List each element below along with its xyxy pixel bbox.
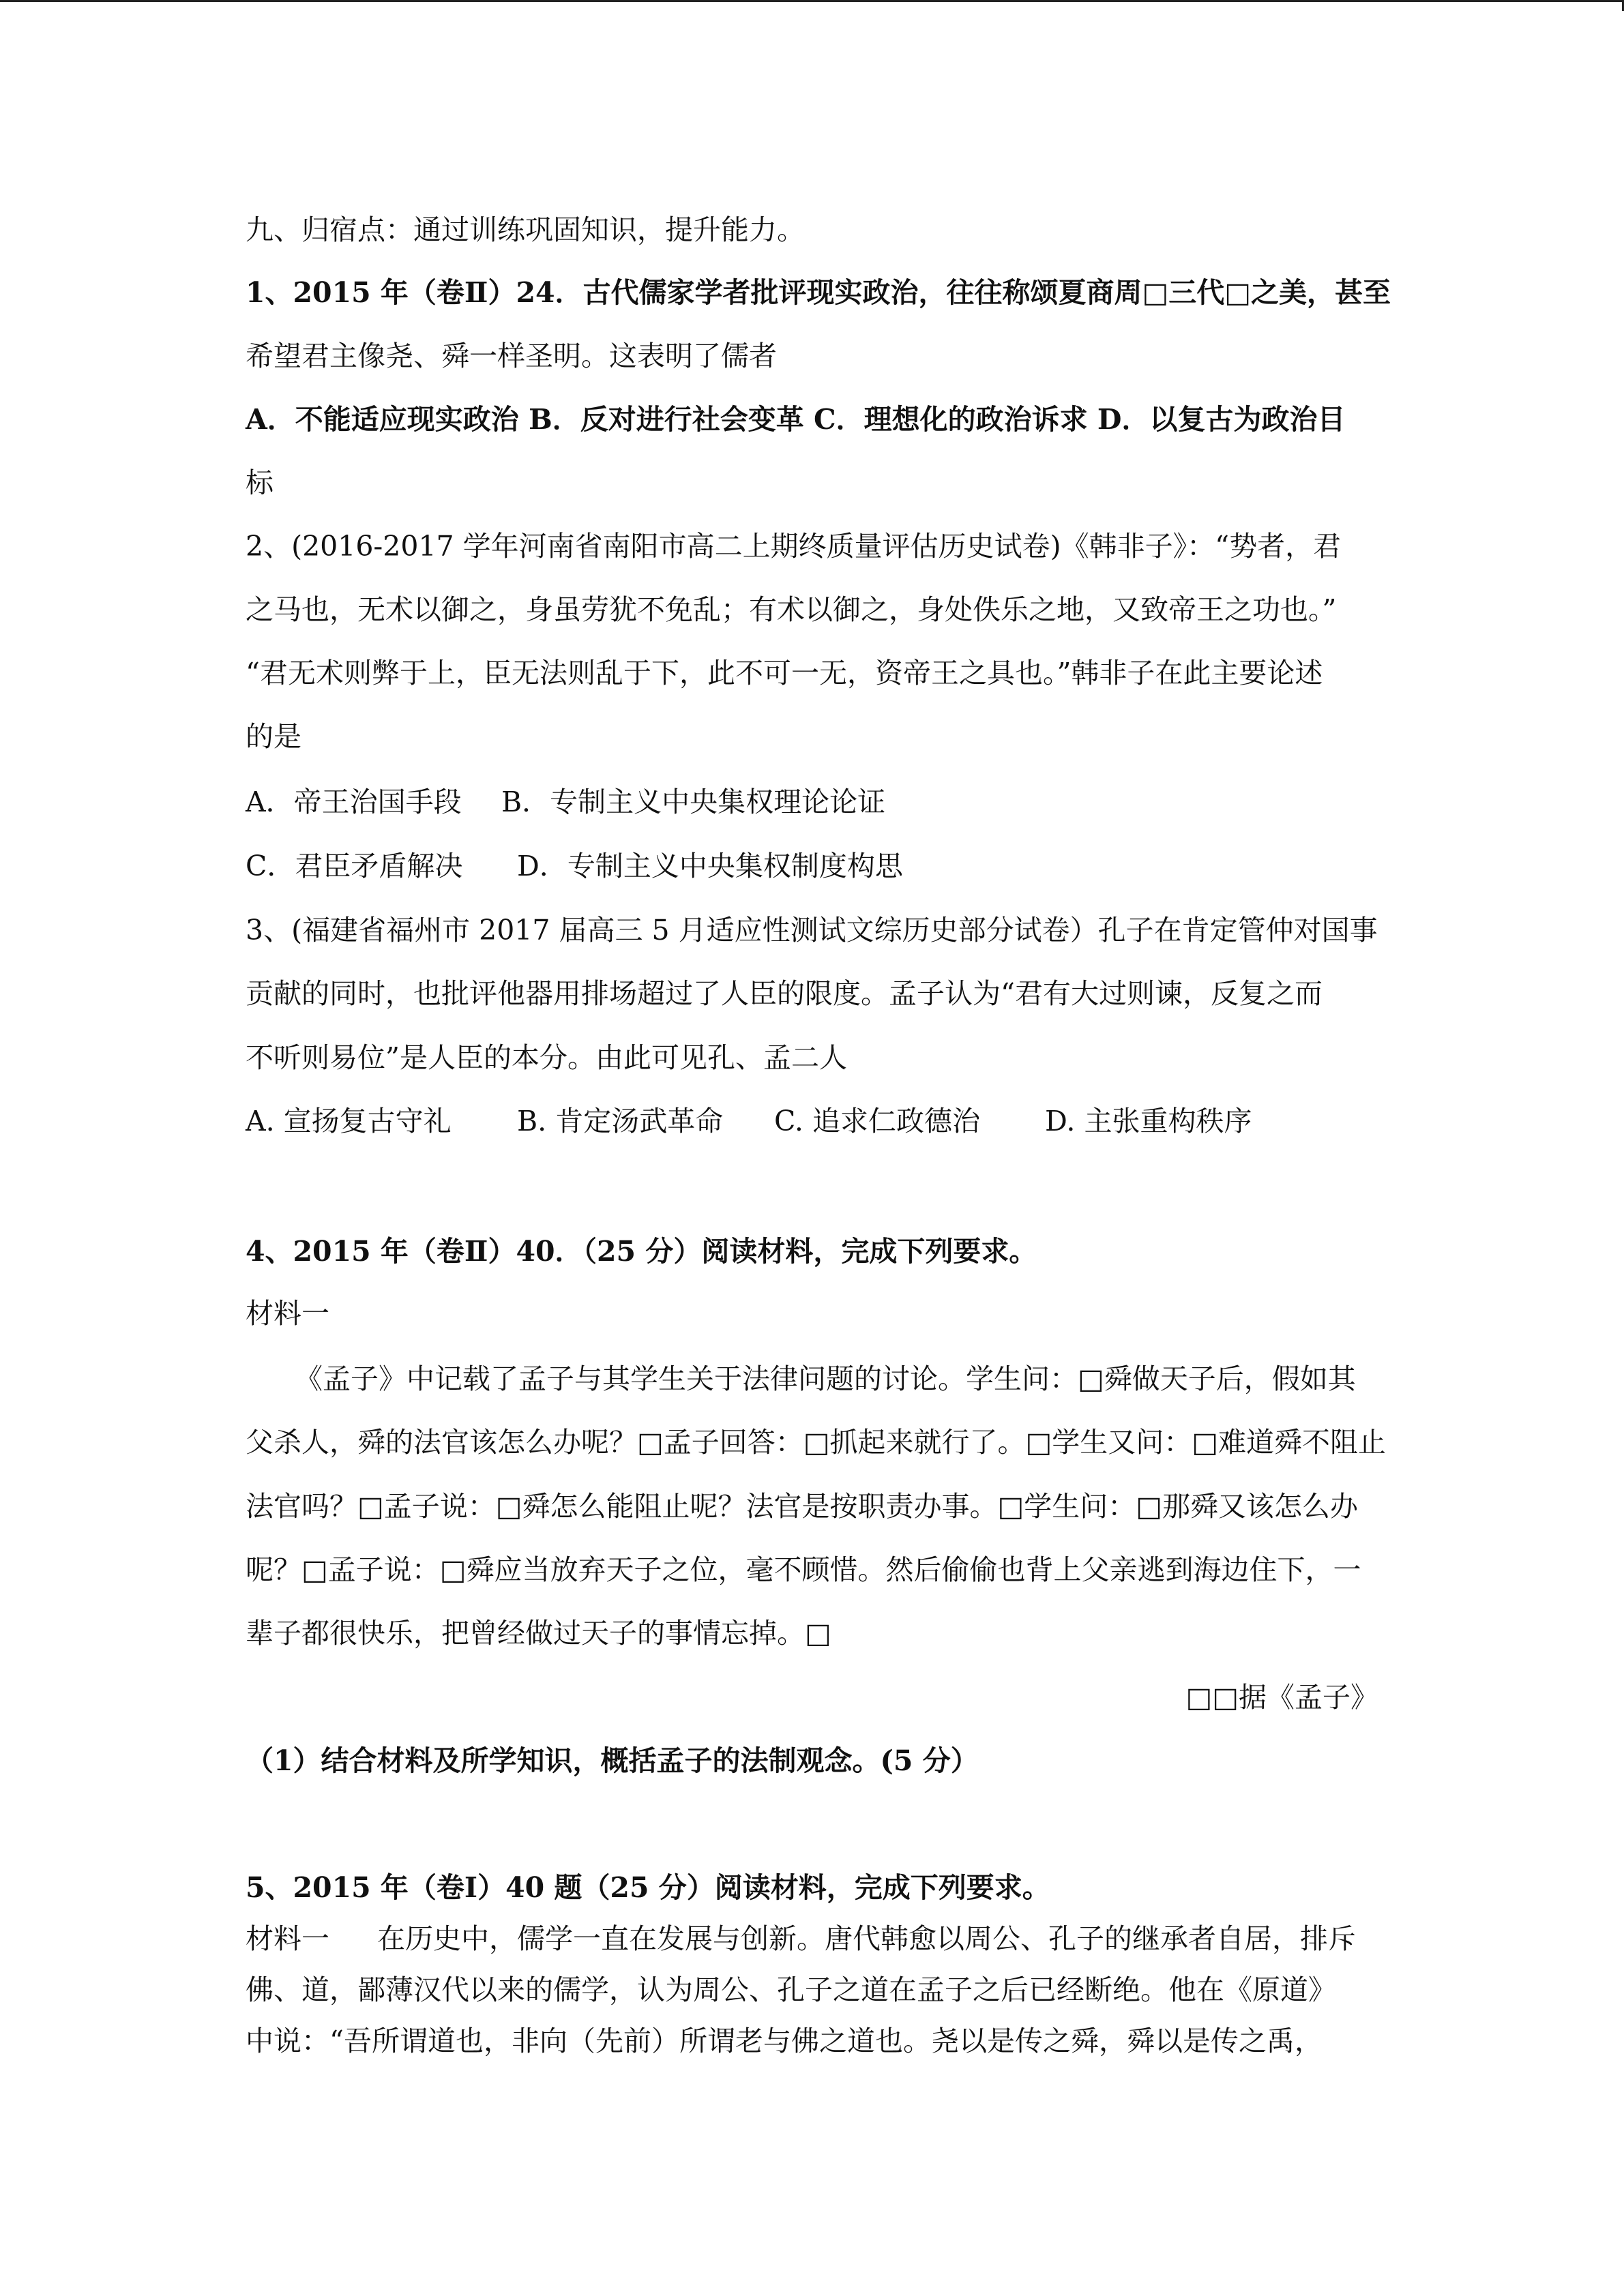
q3-option-b: B. 肯定汤武革命 [517, 1105, 724, 1137]
q4-material-line-5: 辈子都很快乐，把曾经做过天子的事情忘掉。□ [246, 1617, 831, 1650]
q3-stem-line-1: 3、(福建省福州市 2017 届高三 5 月适应性测试文综历史部分试卷）孔子在肯定管仲对国事 [246, 914, 1378, 946]
top-border-line [0, 0, 1624, 2]
q4-material-line-2: 父杀人，舜的法官该怎么办呢？□孟子回答：□抓起来就行了。□学生又问：□难道舜不阻止 [246, 1426, 1386, 1459]
q4-material-line-3: 法官吗？□孟子说：□舜怎么能阻止呢？法官是按职责办事。□学生问：□那舜又该怎么办 [246, 1490, 1358, 1523]
q1-options-line-2: 标 [246, 466, 274, 499]
q2-stem-line-1: 2、(2016-2017 学年河南省南阳市高二上期终质量评估历史试卷)《韩非子》：“势者，君 [246, 530, 1342, 563]
q3-option-a: A. 宣扬复古守礼 [246, 1105, 452, 1137]
q3-stem-line-2: 贡献的同时，也批评他器用排场超过了人臣的限度。孟子认为“君有大过则谏，反复之而 [246, 977, 1323, 1010]
q1-stem-line-2: 希望君主像尧、舜一样圣明。这表明了儒者 [246, 340, 777, 372]
q4-sub-question-1: （1）结合材料及所学知识，概括孟子的法制观念。(5 分） [246, 1744, 979, 1777]
q2-option-d: D．专制主义中央集权制度构思 [517, 850, 903, 882]
q4-source: □□据《孟子》 [1185, 1681, 1378, 1714]
q3-option-c: C. 追求仁政德治 [774, 1105, 980, 1137]
q5-material-line-2: 佛、道，鄙薄汉代以来的儒学，认为周公、孔子之道在孟子之后已经断绝。他在《原道》 [246, 1973, 1336, 2006]
q4-material-line-1: 《孟子》中记载了孟子与其学生关于法律问题的讨论。学生问：□舜做天子后，假如其 [295, 1362, 1356, 1395]
q5-stem-line-1: 5、2015 年（卷Ⅰ）40 题（25 分）阅读材料，完成下列要求。 [246, 1871, 1050, 1904]
q2-option-a: A．帝王治国手段 [246, 786, 462, 818]
q1-stem-line-1: 1、2015 年（卷Ⅱ）24．古代儒家学者批评现实政治，往往称颂夏商周□三代□之美，甚至 [246, 276, 1391, 309]
q2-stem-line-2: 之马也，无术以御之，身虽劳犹不免乱；有术以御之，身处佚乐之地，又致帝王之功也。” [246, 593, 1337, 626]
q5-material-line-1: 在历史中，儒学一直在发展与创新。唐代韩愈以周公、孔子的继承者自居，排斥 [377, 1922, 1356, 1955]
q2-option-b: B．专制主义中央集权理论论证 [501, 786, 886, 818]
q4-material-line-4: 呢？□孟子说：□舜应当放弃天子之位，毫不顾惜。然后偷偷也背上父亲逃到海边住下，一 [246, 1553, 1361, 1586]
q5-material-label: 材料一 [246, 1922, 329, 1955]
q3-stem-line-3: 不听则易位”是人臣的本分。由此可见孔、孟二人 [246, 1041, 847, 1074]
q2-stem-line-4: 的是 [246, 720, 301, 753]
q4-material-label: 材料一 [246, 1297, 329, 1330]
q2-stem-line-3: “君无术则弊于上，臣无法则乱于下，此不可一无，资帝王之具也。”韩非子在此主要论述 [246, 657, 1323, 689]
section-title: 九、归宿点：通过训练巩固知识，提升能力。 [246, 213, 805, 246]
q1-options-line: A．不能适应现实政治 B．反对进行社会变革 C．理想化的政治诉求 D．以复古为政治目 [246, 403, 1346, 436]
q5-material-line-3: 中说：“吾所谓道也，非向（先前）所谓老与佛之道也。尧以是传之舜，舜以是传之禹， [246, 2025, 1323, 2057]
q3-option-d: D. 主张重构秩序 [1045, 1105, 1252, 1137]
q2-option-c: C．君臣矛盾解决 [246, 850, 463, 882]
q4-stem-line-1: 4、2015 年（卷Ⅱ）40．（25 分）阅读材料，完成下列要求。 [246, 1235, 1037, 1268]
